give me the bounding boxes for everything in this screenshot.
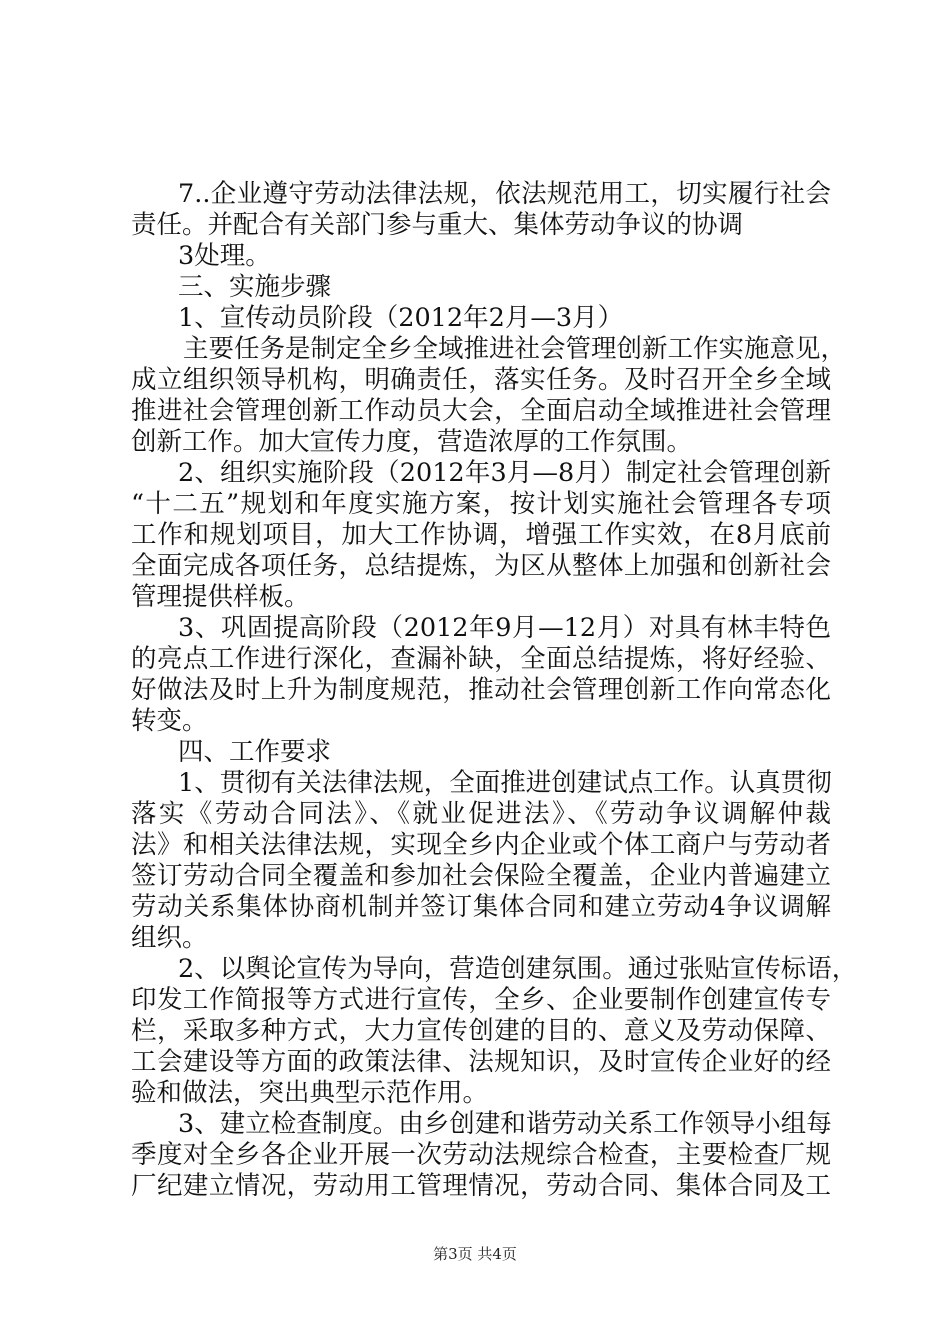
body-text-line: 转变。: [131, 706, 208, 736]
body-text-line: 7..企业遵守劳动法律法规，依法规范用工，切实履行社会: [178, 179, 831, 209]
body-text-line: 责任。并配合有关部门参与重大、集体劳动争议的协调: [131, 210, 744, 240]
body-text-line: 3处理。: [178, 241, 271, 271]
body-text-line: “十二五”规划和年度实施方案，按计划实施社会管理各专项: [131, 489, 831, 519]
body-text-line: 好做法及时上升为制度规范，推动社会管理创新工作向常态化: [131, 675, 831, 705]
body-text-line: 主要任务是制定全乡全域推进社会管理创新工作实施意见，: [183, 334, 847, 364]
body-text-line: 组织。: [131, 923, 208, 953]
body-text-line: 3、巩固提高阶段（2012年9月—12月）对具有林丰特色: [178, 613, 831, 643]
body-text-line: 创新工作。加大宣传力度，营造浓厚的工作氛围。: [131, 427, 693, 457]
page-number-footer: 第3页 共4页: [433, 1245, 517, 1263]
body-text-line: 成立组织领导机构，明确责任，落实任务。及时召开全乡全域: [131, 365, 831, 395]
body-text-line: 验和做法，突出典型示范作用。: [131, 1078, 489, 1108]
body-text-line: 劳动关系集体协商机制并签订集体合同和建立劳动4争议调解: [131, 892, 831, 922]
body-text-line: 2、以舆论宣传为导向，营造创建氛围。通过张贴宣传标语，: [178, 954, 858, 984]
body-text-line: 的亮点工作进行深化，查漏补缺，全面总结提炼，将好经验、: [131, 644, 831, 674]
body-text-line: 签订劳动合同全覆盖和参加社会保险全覆盖，企业内普遍建立: [131, 861, 831, 891]
body-text-line: 工会建设等方面的政策法律、法规知识，及时宣传企业好的经: [131, 1047, 831, 1077]
body-text-line: 推进社会管理创新工作动员大会，全面启动全域推进社会管理: [131, 396, 831, 426]
section-heading: 四、工作要求: [178, 737, 332, 767]
section-heading: 三、实施步骤: [178, 272, 332, 302]
subsection-heading: 1、宣传动员阶段（2012年2月—3月）: [178, 303, 624, 333]
body-text-line: 管理提供样板。: [131, 582, 310, 612]
body-text-line: 印发工作简报等方式进行宣传，全乡、企业要制作创建宣传专: [131, 985, 831, 1015]
body-text-line: 法》和相关法律法规，实现全乡内企业或个体工商户与劳动者: [131, 830, 831, 860]
body-text-line: 2、组织实施阶段（2012年3月—8月）制定社会管理创新: [178, 458, 831, 488]
body-text-line: 厂纪建立情况，劳动用工管理情况，劳动合同、集体合同及工: [131, 1171, 831, 1201]
body-text-line: 全面完成各项任务，总结提炼，为区从整体上加强和创新社会: [131, 551, 831, 581]
body-text-line: 1、贯彻有关法律法规，全面推进创建试点工作。认真贯彻: [178, 768, 832, 798]
body-text-line: 落实《劳动合同法》、《就业促进法》、《劳动争议调解仲裁: [131, 799, 831, 829]
body-text-line: 季度对全乡各企业开展一次劳动法规综合检查，主要检查厂规: [131, 1140, 831, 1170]
body-text-line: 3、建立检查制度。由乡创建和谐劳动关系工作领导小组每: [178, 1109, 832, 1139]
body-text-line: 工作和规划项目，加大工作协调，增强工作实效，在8月底前: [131, 520, 831, 550]
body-text-line: 栏，采取多种方式，大力宣传创建的目的、意义及劳动保障、: [131, 1016, 831, 1046]
